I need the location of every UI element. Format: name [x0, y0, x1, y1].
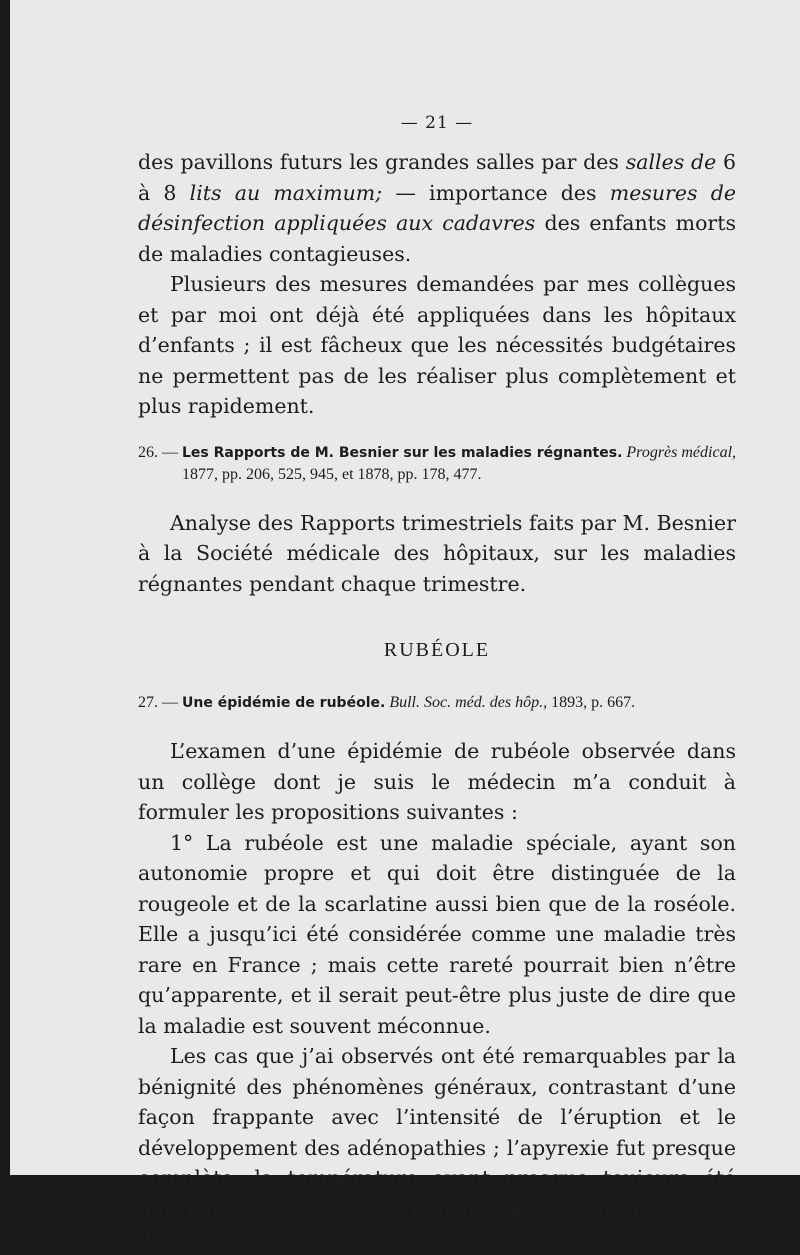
paragraph-measures: Plusieurs des mesures demandées par mes collègues et par moi ont déjà été appliquées dans les hôpitaux d’enfants ; il est fâcheux que les nécessités budgétaires ne permettent pas de les réaliser plus complètement et plus rapidement.: [138, 272, 736, 418]
page-content: [138, 113, 736, 1255]
paragraph-proposition-1: 1° La rubéole est une maladie spéciale, ayant son autonomie propre et qui doit être distinguée de la rougeole et de la scarlatine aussi bien que de la roséole. Elle a jusqu’ici été considérée comme une maladie très rare en France ; mais cette rareté pourrait bien n’être qu’apparente, et il serait peut-être plus juste de dire que la maladie est souvent méconnue.: [138, 830, 736, 1038]
italic-run: lits au maximum;: [189, 180, 383, 205]
reference-journal: Progrès médical,: [626, 443, 737, 461]
reference-title: Une épidémie de rubéole.: [182, 695, 386, 711]
page-number: — 21 —: [400, 113, 474, 133]
reference-details: 1893, p. 667.: [547, 694, 636, 711]
reference-26: [138, 442, 736, 486]
reference-27: [138, 692, 736, 714]
text-run: — importance des: [382, 180, 610, 205]
reference-journal: Bull. Soc. méd. des hôp.,: [389, 694, 548, 711]
reference-title: Les Rapports de M. Besnier sur les maladies régnantes.: [182, 444, 623, 461]
text-run: des enfants morts de maladies contagieuses.: [138, 211, 736, 266]
paragraph-continuation: [138, 147, 736, 269]
reference-number: 27. —: [138, 694, 182, 711]
paragraph-cas: Les cas que j’ai observés ont été remarquables par la bénignité des phénomènes généraux, contrastant d’une façon frappante avec l’intensité de l’éruption et le développement des adénopathies ; l’apyrexie fut presque complète, la température ayant presque toujours été inférieure à 38 degrés et n’ayant dans aucun de ces cas dépassé 38°,2 ou 38°,3.: [138, 1044, 736, 1251]
italic-run: salles de: [625, 150, 717, 174]
reference-details: 1877, pp. 206, 525, 945, et 1878, pp. 178, 477.: [182, 465, 482, 483]
text-run: des pavillons futurs les grandes salles par des: [138, 150, 626, 174]
text-run: 6 à 8: [138, 150, 737, 205]
paragraph-examen: L’examen d’une épidémie de rubéole observée dans un collège dont je suis le médecin m’a conduit à formuler les propositions suivantes :: [138, 739, 736, 824]
italic-run: mesures de désinfection appliquées aux cadavres: [138, 180, 736, 235]
paragraph-besnier: Analyse des Rapports trimestriels faits par M. Besnier à la Société médicale des hôpitaux, sur les maladies régnantes pendant chaque trimestre.: [138, 510, 736, 596]
reference-number: 26. —: [138, 443, 182, 461]
section-title: RUBÉOLE: [383, 639, 491, 661]
book-page: [10, 0, 800, 1251]
